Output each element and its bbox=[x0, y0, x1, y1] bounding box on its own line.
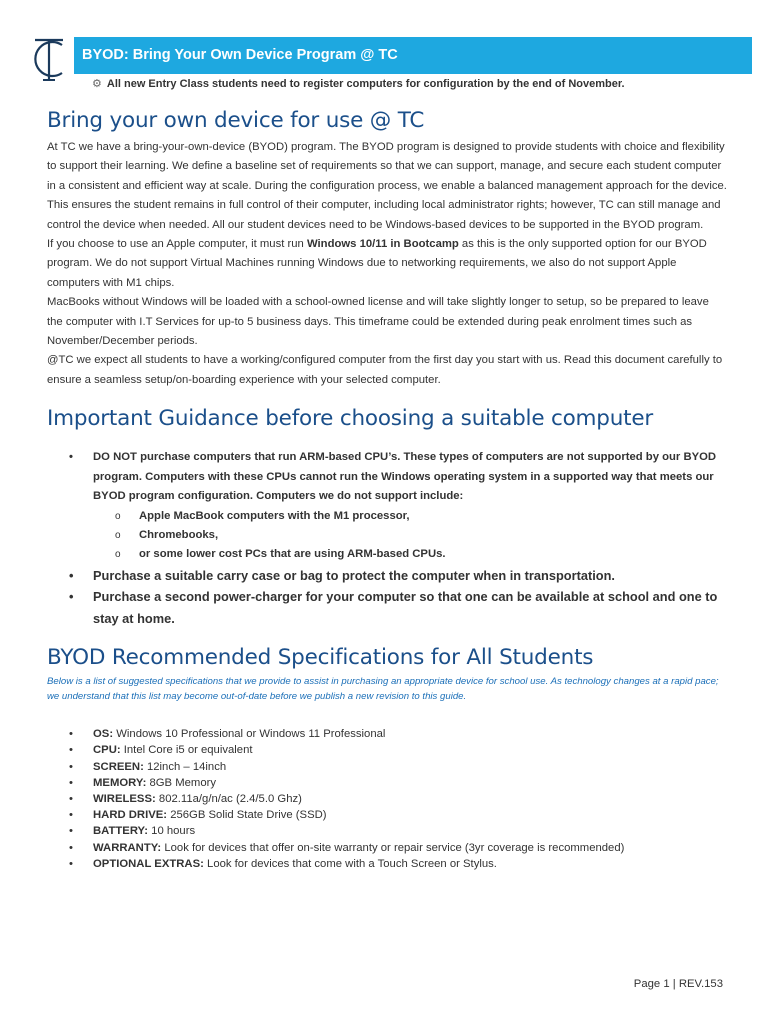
spec-label: OS: bbox=[93, 728, 114, 741]
spec-value: 12inch – 14inch bbox=[146, 760, 227, 773]
bullet-icon: • bbox=[69, 567, 74, 583]
bullet-icon: • bbox=[69, 728, 73, 741]
bullet-icon: • bbox=[69, 760, 73, 773]
notice-text: All new Entry Class students need to register computers for configuration by the end of November. bbox=[106, 78, 625, 90]
tc-logo-graphic bbox=[26, 36, 72, 82]
list-item bbox=[47, 759, 727, 775]
document-body bbox=[47, 104, 727, 872]
bullet-icon: • bbox=[69, 809, 73, 822]
list-item bbox=[47, 840, 727, 856]
circle-bullet-icon: o bbox=[115, 549, 121, 561]
list-item bbox=[47, 586, 727, 629]
heading-important-guidance: Important Guidance before choosing a suitable computer bbox=[47, 406, 654, 432]
spec-value: Look for devices that offer on-site warranty or repair service (3yr coverage is recommended) bbox=[164, 841, 625, 854]
list-item bbox=[47, 807, 727, 823]
list-item bbox=[47, 565, 727, 587]
spec-value: 10 hours bbox=[151, 825, 196, 838]
guidance-list bbox=[47, 448, 727, 629]
guidance-power-charger: Purchase a second power-charger for your computer so that one can be available at school and one to stay at home. bbox=[93, 589, 718, 626]
specs-intro: Below is a list of suggested specifications that we provide to assist in purchasing an appropriate device for school use. As technology changes at a rapid pace; we understand that this list may become out-of-date before we publish a new revision to this guide. bbox=[47, 676, 719, 702]
spec-value: Windows 10 Professional or Windows 11 Professional bbox=[116, 728, 386, 741]
spec-label: MEMORY: bbox=[93, 776, 147, 789]
paragraph-macbooks: MacBooks without Windows will be loaded with a school-owned license and will take slightly longer to setup, so be prepared to leave the computer with I.T Services for up-to 5 business days. This timeframe could be extended during peak enrolment times such as November/December periods. bbox=[47, 296, 709, 348]
spec-label: WIRELESS: bbox=[93, 793, 156, 806]
spec-value: Look for devices that come with a Touch Screen or Stylus. bbox=[207, 857, 497, 870]
bullet-icon: • bbox=[69, 451, 73, 464]
paragraph-apple bbox=[47, 235, 727, 293]
paragraph-apple-bold: Windows 10/11 in Bootcamp bbox=[306, 238, 459, 251]
guidance-arm-warning: DO NOT purchase computers that run ARM-based CPU’s. These types of computers are not supported by our BYOD program. Computers with these CPUs cannot run the Windows operating system in a supported way that meets our BYOD program configuration. Computers we do not support include: bbox=[93, 451, 717, 503]
list-item bbox=[47, 823, 727, 839]
spec-label: BATTERY: bbox=[93, 825, 149, 838]
bullet-icon: • bbox=[69, 589, 74, 605]
bullet-icon: • bbox=[69, 793, 73, 806]
spec-value: 256GB Solid State Drive (SSD) bbox=[170, 809, 327, 822]
spec-label: OPTIONAL EXTRAS: bbox=[93, 857, 204, 870]
bullet-icon: • bbox=[69, 744, 73, 757]
unsupported-item: or some lower cost PCs that are using ARM-based CPUs. bbox=[139, 548, 446, 561]
guidance-carry-case: Purchase a suitable carry case or bag to protect the computer when in transportation. bbox=[93, 567, 615, 583]
circle-bullet-icon: o bbox=[115, 510, 121, 522]
bullet-icon: • bbox=[69, 825, 73, 838]
specs-list bbox=[47, 726, 727, 872]
banner-title: BYOD: Bring Your Own Device Program @ TC bbox=[74, 37, 752, 74]
unsupported-item: Chromebooks, bbox=[139, 528, 219, 541]
spec-value: 802.11a/g/n/ac (2.4/5.0 Ghz) bbox=[158, 793, 302, 806]
list-item bbox=[47, 726, 727, 742]
tc-logo bbox=[26, 36, 72, 82]
paragraph-intro: At TC we have a bring-your-own-device (BYOD) program. The BYOD program is designed to provide students with choice and flexibility to support their learning. We define a baseline set of requirements so that we can support, manage, and secure each student computer in a consistent and efficient way at scale. During the configuration process, we enable a balanced management approach for the device. This ensures the student remains in full control of their computer, including local administrator rights; however, TC can still manage and control the device when needed. All our student devices need to be Windows-based devices to be supported in the BYOD program. bbox=[47, 141, 727, 231]
spec-value: Intel Core i5 or equivalent bbox=[123, 744, 253, 757]
heading-recommended-specs: BYOD Recommended Specifications for All Students bbox=[47, 645, 594, 671]
unsupported-item: Apple MacBook computers with the M1 processor, bbox=[139, 509, 410, 522]
list-item bbox=[93, 507, 727, 526]
paragraph-expectations: @TC we expect all students to have a working/configured computer from the first day you start with us. Read this document carefully to ensure a seamless setup/on-boarding experience with your selected computer. bbox=[47, 354, 723, 386]
page-footer: Page 1 | REV.153 bbox=[633, 978, 723, 990]
bullet-icon: • bbox=[69, 857, 73, 870]
list-item bbox=[93, 545, 727, 564]
spec-label: WARRANTY: bbox=[93, 841, 162, 854]
spec-value: 8GB Memory bbox=[149, 776, 217, 789]
list-item bbox=[47, 775, 727, 791]
paragraph-apple-after: as this is the only supported option for our BYOD program. We do not support Virtual Machines running Windows due to networking requirements, we also do not support Apple computers with M1 chips. bbox=[47, 238, 707, 289]
spec-label: SCREEN: bbox=[93, 760, 144, 773]
gear-icon: ⚙ bbox=[92, 78, 102, 90]
bullet-icon: • bbox=[69, 841, 73, 854]
list-item bbox=[47, 791, 727, 807]
spec-label: CPU: bbox=[93, 744, 121, 757]
list-item bbox=[93, 526, 727, 545]
unsupported-list bbox=[93, 507, 727, 565]
list-item bbox=[47, 856, 727, 872]
heading-bring-your-own-device: Bring your own device for use @ TC bbox=[47, 108, 425, 133]
list-item bbox=[47, 448, 727, 564]
notice bbox=[92, 77, 625, 90]
list-item bbox=[47, 742, 727, 758]
bullet-icon: • bbox=[69, 776, 73, 789]
paragraph-apple-before: If you choose to use an Apple computer, it must run bbox=[47, 238, 307, 251]
spec-label: HARD DRIVE: bbox=[93, 809, 168, 822]
circle-bullet-icon: o bbox=[115, 529, 121, 541]
